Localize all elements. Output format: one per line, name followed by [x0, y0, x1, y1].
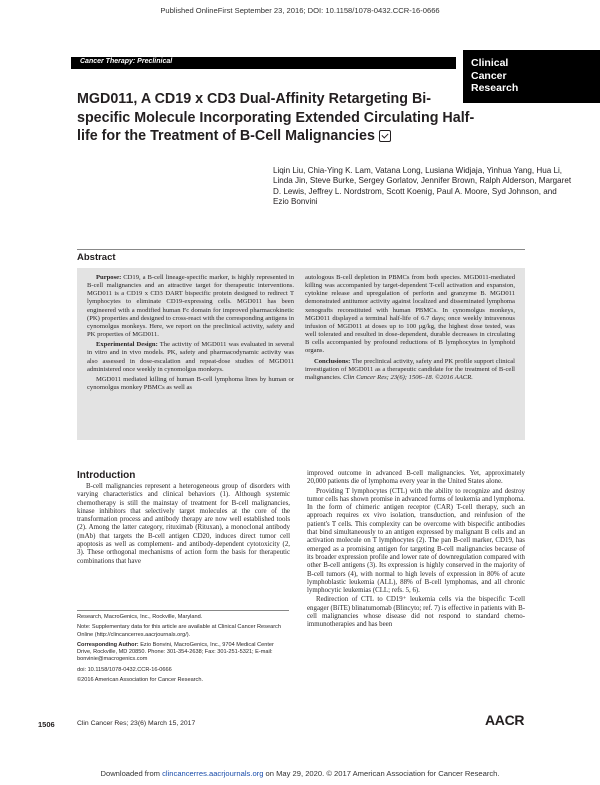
- download-line: [0, 769, 600, 778]
- published-online-line: Published OnlineFirst September 23, 2016; DOI: 10.1158/1078-0432.CCR-16-0666: [160, 6, 440, 15]
- footnote-label: Corresponding Author:: [77, 641, 139, 648]
- footnote-copyright: ©2016 American Association for Cancer Research.: [77, 677, 204, 684]
- aacr-logo: AACR: [485, 712, 525, 728]
- footnotes: [77, 614, 289, 687]
- abstract-design: [87, 341, 294, 374]
- divider: [77, 249, 525, 250]
- section-label: Cancer Therapy: Preclinical: [80, 58, 173, 65]
- abstract-results: MGD011 mediated killing of human B-cell lymphoma lines by human or cynomolgus monkey PBMCs as well as: [87, 375, 294, 392]
- page-number: 1506: [38, 720, 55, 729]
- abstract-text: The preclinical activity, safety and PK profile support clinical investigation of MGD011 as a therapeutic candidate for the treatment of B-cell malignancies.: [305, 357, 516, 381]
- download-prefix: Downloaded from: [100, 769, 163, 778]
- abstract-label: Purpose:: [96, 274, 122, 281]
- article-title-text: MGD011, A CD19 x CD3 Dual-Affinity Retargeting Bi-specific Molecule Incorporating Extended Circulating Half-life for the Treatment of B-Cell Malignancies: [77, 91, 475, 144]
- journal-logo: [471, 57, 518, 95]
- abstract-text: The activity of MGD011 was evaluated in several in vitro and in vivo models. PK, safety and pharmacodynamic activity was also assessed in dose-escalation and repeat-dose studies of MGD011 administered once weekly in cynomolgus monkeys.: [87, 341, 295, 373]
- footnote-text: Ezio Bonvini, MacroGenics, Inc., 9704 Medical Center Drive, Rockville, MD 20850. Phone: 301-354-2638; Fax: 301-251-5321; E-mail: bonvinie@macrogenics.com: [77, 641, 274, 663]
- abstract-citation: Clin Cancer Res; 23(6); 1506–18. ©2016 AACR.: [343, 373, 473, 381]
- abstract-heading: Abstract: [77, 252, 116, 263]
- abstract-purpose: [87, 274, 294, 339]
- introduction-heading: Introduction: [77, 470, 136, 481]
- body-paragraph: Redirection of CTL to CD19⁺ leukemia cells via the bispecific T-cell engager (BiTE) blinatumomab (Blincyto; ref. 7) is effective in patients with B-cell malignancies whose disease did not respond to standard chemo-immunotherapies and has been: [307, 596, 525, 629]
- journal-logo-line: Cancer: [471, 69, 507, 82]
- journal-logo-box: [463, 50, 600, 103]
- footnote-affiliation: Research, MacroGenics, Inc., Rockville, Maryland.: [77, 614, 203, 620]
- abstract-conclusions: [305, 358, 515, 382]
- body-paragraph: B-cell malignancies represent a heterogeneous group of disorders with varying characteristics and clinical behaviors (1). Although systemic chemotherapy is still the mainstay of treatment for B-cell malignancies, kinase inhibitors that selectively target molecules at the core of the transformation process and antibody therapy are now well established tools (2). Among the latter category, rituximab (Rituxan), a monoclonal antibody (mAb) that targets the B-cell antigen CD20, induces direct tumor cell apoptosis as well as complement- and antibody-dependent cytotoxicity (2, 3). These orthogonal mechanisms of action form the basis for therapeutic combinations that have: [77, 483, 290, 565]
- abstract-label: Conclusions:: [314, 357, 351, 365]
- download-link[interactable]: clincancerres.aacrjournals.org: [162, 769, 264, 778]
- footnote-corresponding: [77, 642, 289, 664]
- running-footer: Clin Cancer Res; 23(6) March 15, 2017: [77, 720, 196, 727]
- journal-logo-line: Clinical: [471, 57, 509, 69]
- journal-logo-line: Research: [471, 82, 519, 94]
- body-paragraph: improved outcome in advanced B-cell malignancies. Yet, approximately 20,000 patients die of lymphoma every year in the United States alone.: [307, 470, 525, 486]
- body-paragraph: Providing T lymphocytes (CTL) with the ability to recognize and destroy tumor cells has shown promise in advanced forms of leukemia and lymphoma. In the form of chimeric antigen receptor (CAR) T-cell therapy, such an approach requires ex vivo isolation, transduction, and reinfusion of the patient's T cells. This complexity can be overcome with bispecific antibodies that bind simultaneously to an antigen expressed by malignant B cells and an activation molecule on T lymphocytes (2). The pan B-cell marker, CD19, has emerged as a promising antigen for targeting B-cell malignancies because of its broader expression profile and lower rate of downregulation compared with other B-cell antigens (3). Its expression is highly conserved in the majority of B-cell tumors (4), with normal to high levels of expression in 80% of acute lymphoblastic leukemia (ALL), 88% of B-cell lymphomas, and all chronic lymphocytic leukemias (CLL; refs. 5, 6).: [307, 487, 525, 595]
- article-title: [77, 90, 477, 146]
- author-list: Liqin Liu, Chia-Ying K. Lam, Vatana Long, Lusiana Widjaja, Yinhua Yang, Hua Li, Linda Jin, Steve Burke, Sergey Gorlatov, Jennifer Brown, Ralph Alderson, Margaret D. Lewis, Jeffrey L. Nordstrom, Scott Koenig, Paul A. Moore, Syd Johnson, and Ezio Bonvini: [273, 166, 572, 206]
- abstract-left-column: [87, 274, 294, 394]
- abstract-label: Experimental Design:: [96, 341, 158, 349]
- abstract-text: CD19, a B-cell lineage-specific marker, is highly represented in B-cell malignancies and an attractive target for therapeutic interventions. MGD011 is a CD19 x CD3 DART bispecific protein designed to redirect T lymphocytes to eliminate CD19-expressing cells. MGD011 has been engineered with a modified human Fc domain for improved pharmacokinetic (PK) properties and designed to cross-react with the corresponding antigens in cynomolgus monkeys. Here, we report on the preclinical activity, safety and PK properties of MGD011.: [87, 274, 294, 339]
- body-left-column: [77, 483, 290, 567]
- abstract-right-column: [305, 274, 515, 384]
- divider: [77, 610, 289, 611]
- crossmark-icon[interactable]: [379, 130, 391, 142]
- body-right-column: [307, 470, 525, 631]
- abstract-box: [77, 268, 525, 440]
- footnote-doi: doi: 10.1158/1078-0432.CCR-16-0666: [77, 666, 172, 673]
- abstract-results-cont: autologous B-cell depletion in PBMCs from both species. MGD011-mediated killing was accompanied by target-dependent T-cell activation and expansion, cytokine release and upregulation of perforin and granzyme B. MGD011 demonstrated antitumor activity against localized and disseminated lymphoma xenografts reconstituted with human PBMCs. In cynomolgus monkeys, MGD011 displayed a terminal half-life of 6.7 days; once weekly intravenous infusion of MGD011 at doses up to 100 μg/kg, the highest dose tested, was well tolerated and resulted in dose-dependent, durable decreases in circulating B cells accompanied by profound reductions of B lymphocytes in lymphoid organs.: [305, 274, 515, 355]
- footnote-note: Note: Supplementary data for this article are available at Clinical Cancer Research Online (http://clincancerres.aacrjournals.org/).: [77, 624, 281, 638]
- download-suffix: on May 29, 2020. © 2017 American Association for Cancer Research.: [263, 769, 500, 778]
- section-bar: [71, 57, 456, 69]
